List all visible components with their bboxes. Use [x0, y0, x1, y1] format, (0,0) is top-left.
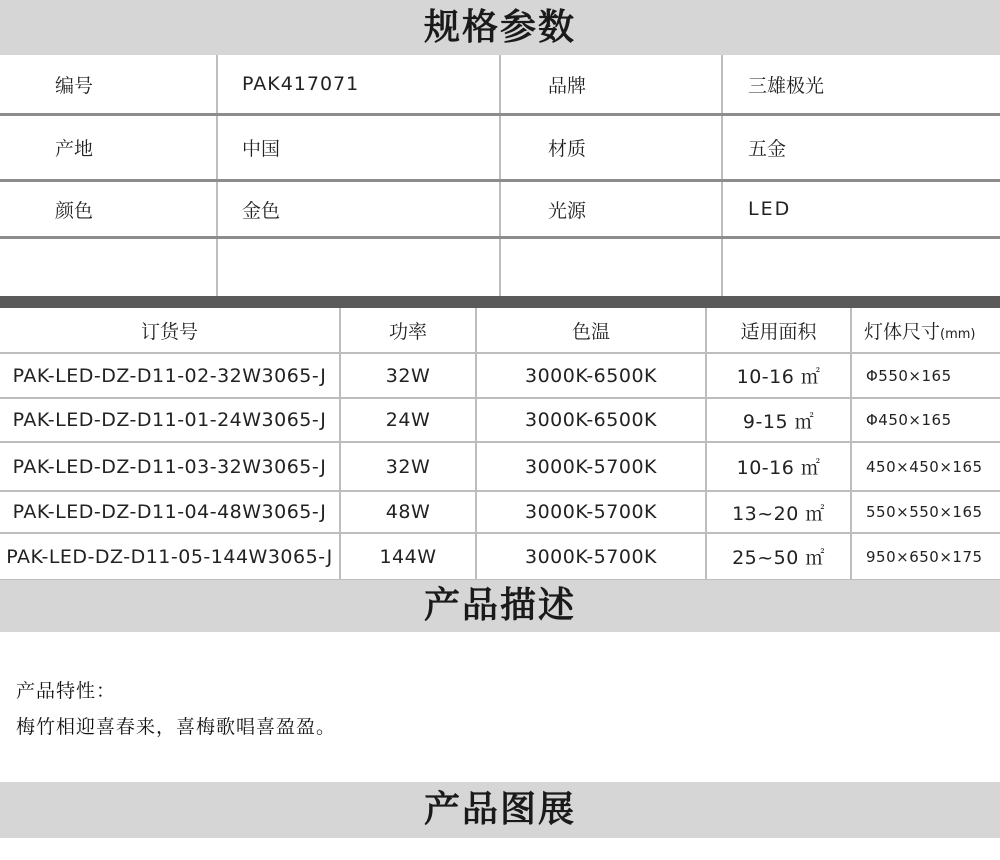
section-divider [0, 296, 1000, 308]
spec-row [0, 239, 1000, 296]
gallery-section-title: 产品图展 [0, 782, 1000, 838]
power-cell: 24W [340, 398, 476, 442]
power-cell: 144W [340, 533, 476, 580]
spec-row [0, 116, 1000, 182]
spec-row [0, 55, 1000, 116]
col-header-power: 功率 [340, 308, 476, 353]
area-cell: 25~50 ㎡ [706, 533, 851, 580]
size-cell: Φ550×165 [851, 353, 1000, 398]
table-row [0, 533, 1000, 580]
table-row [0, 491, 1000, 533]
spec-label: 颜色 [55, 199, 94, 222]
power-cell: 32W [340, 353, 476, 398]
color-temp-cell: 3000K-5700K [476, 442, 706, 491]
area-cell: 13~20 ㎡ [706, 491, 851, 533]
spec-value: 五金 [748, 138, 787, 160]
spec-row [0, 182, 1000, 239]
color-temp-cell: 3000K-5700K [476, 533, 706, 580]
spec-label: 编号 [55, 74, 94, 97]
power-cell: 48W [340, 491, 476, 533]
color-temp-cell: 3000K-5700K [476, 491, 706, 533]
spec-value: PAK417071 [242, 73, 360, 95]
spec-label: 光源 [548, 199, 587, 222]
size-unit: (mm) [940, 326, 976, 342]
order-no-cell: PAK-LED-DZ-D11-02-32W3065-J [0, 353, 340, 398]
product-params-table [0, 308, 1000, 581]
power-cell: 32W [340, 442, 476, 491]
col-header-color-temp: 色温 [476, 308, 706, 353]
table-header-row [0, 308, 1000, 353]
spec-value: 金色 [242, 199, 281, 222]
area-cell: 10-16 ㎡ [706, 442, 851, 491]
description-section-title: 产品描述 [0, 580, 1000, 632]
col-header-order-no: 订货号 [0, 308, 340, 353]
order-no-cell: PAK-LED-DZ-D11-04-48W3065-J [0, 491, 340, 533]
features-text: 梅竹相迎喜春来，喜梅歌唱喜盈盈。 [16, 716, 337, 738]
color-temp-cell: 3000K-6500K [476, 398, 706, 442]
specs-section-title: 规格参数 [0, 0, 1000, 55]
spec-value: 中国 [242, 138, 281, 160]
order-no-cell: PAK-LED-DZ-D11-01-24W3065-J [0, 398, 340, 442]
size-cell: 550×550×165 [851, 491, 1000, 533]
spec-value: LED [748, 198, 792, 220]
area-cell: 9-15 ㎡ [706, 398, 851, 442]
spec-label: 品牌 [548, 74, 587, 97]
features-heading: 产品特性： [16, 680, 117, 702]
size-cell: Φ450×165 [851, 398, 1000, 442]
table-row [0, 442, 1000, 491]
spec-label: 材质 [548, 138, 587, 160]
order-no-cell: PAK-LED-DZ-D11-03-32W3065-J [0, 442, 340, 491]
order-no-cell: PAK-LED-DZ-D11-05-144W3065-J [0, 533, 340, 580]
col-header-area: 适用面积 [706, 308, 851, 353]
area-cell: 10-16 ㎡ [706, 353, 851, 398]
spec-value: 三雄极光 [748, 74, 825, 97]
col-header-size: 灯体尺寸(mm) [851, 308, 1000, 353]
spec-label: 产地 [55, 138, 94, 160]
table-row [0, 398, 1000, 442]
size-cell: 450×450×165 [851, 442, 1000, 491]
size-cell: 950×650×175 [851, 533, 1000, 580]
table-row [0, 353, 1000, 398]
color-temp-cell: 3000K-6500K [476, 353, 706, 398]
